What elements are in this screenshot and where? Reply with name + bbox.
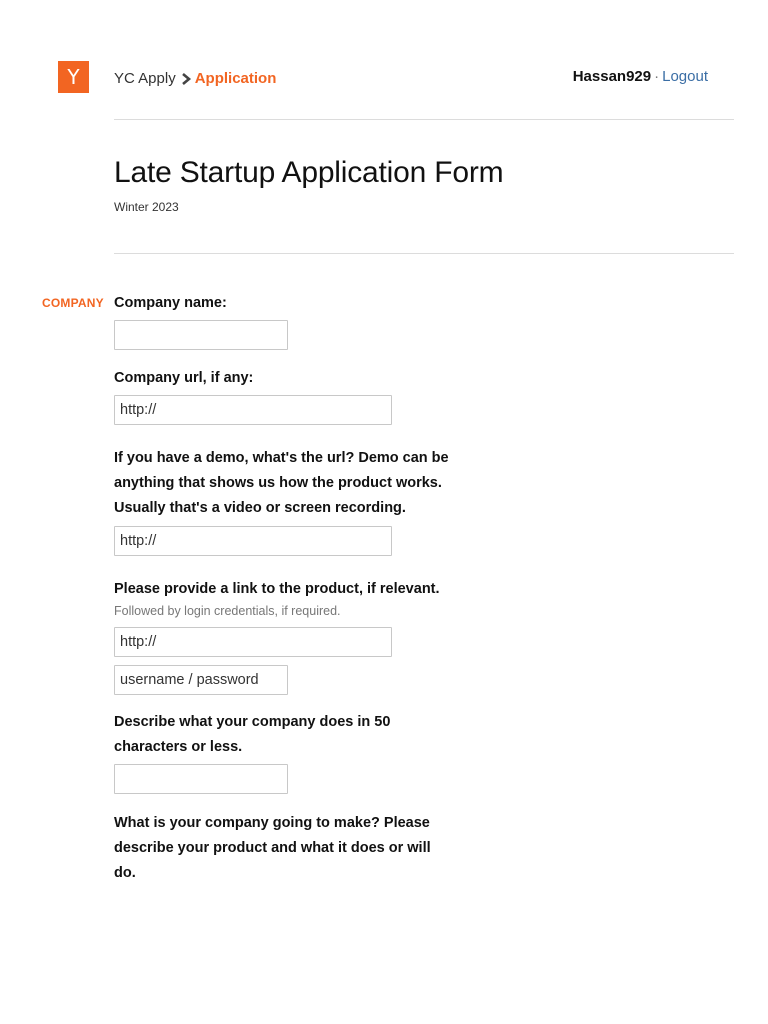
- page-title: Late Startup Application Form: [114, 156, 504, 189]
- chevron-right-icon: [180, 72, 192, 86]
- breadcrumb-current: Application: [194, 70, 277, 87]
- company-url-input[interactable]: [114, 395, 392, 425]
- user-menu: [573, 68, 708, 85]
- user-separator: ·: [654, 68, 660, 85]
- company-name-label: Company name:: [114, 295, 227, 311]
- describe-50-input[interactable]: [114, 764, 288, 794]
- logo-letter: Y: [67, 65, 80, 89]
- breadcrumb-root-link[interactable]: YC Apply: [114, 70, 176, 87]
- header-divider: [114, 119, 734, 120]
- demo-url-input[interactable]: [114, 526, 392, 556]
- logout-link[interactable]: Logout: [662, 68, 708, 85]
- company-url-label: Company url, if any:: [114, 370, 254, 386]
- page-subtitle: Winter 2023: [114, 200, 179, 214]
- describe-50-label: Describe what your company does in 50 characters or less.: [114, 714, 391, 755]
- company-name-input[interactable]: [114, 320, 288, 350]
- product-credentials-input[interactable]: [114, 665, 288, 695]
- yc-logo[interactable]: [58, 61, 89, 93]
- product-link-label: Please provide a link to the product, if relevant.: [114, 581, 440, 597]
- product-link-hint: Followed by login credentials, if required.: [114, 604, 341, 618]
- username: Hassan929: [572, 68, 652, 85]
- what-making-label: What is your company going to make? Please describe your product and what it does or will do.: [114, 815, 431, 881]
- breadcrumb: [114, 70, 276, 87]
- title-divider: [114, 253, 734, 254]
- product-url-input[interactable]: [114, 627, 392, 657]
- demo-url-label: If you have a demo, what's the url? Demo can be anything that shows us how the product works. Usually that's a video or screen recording.: [114, 450, 449, 516]
- section-label-company: COMPANY: [42, 296, 104, 310]
